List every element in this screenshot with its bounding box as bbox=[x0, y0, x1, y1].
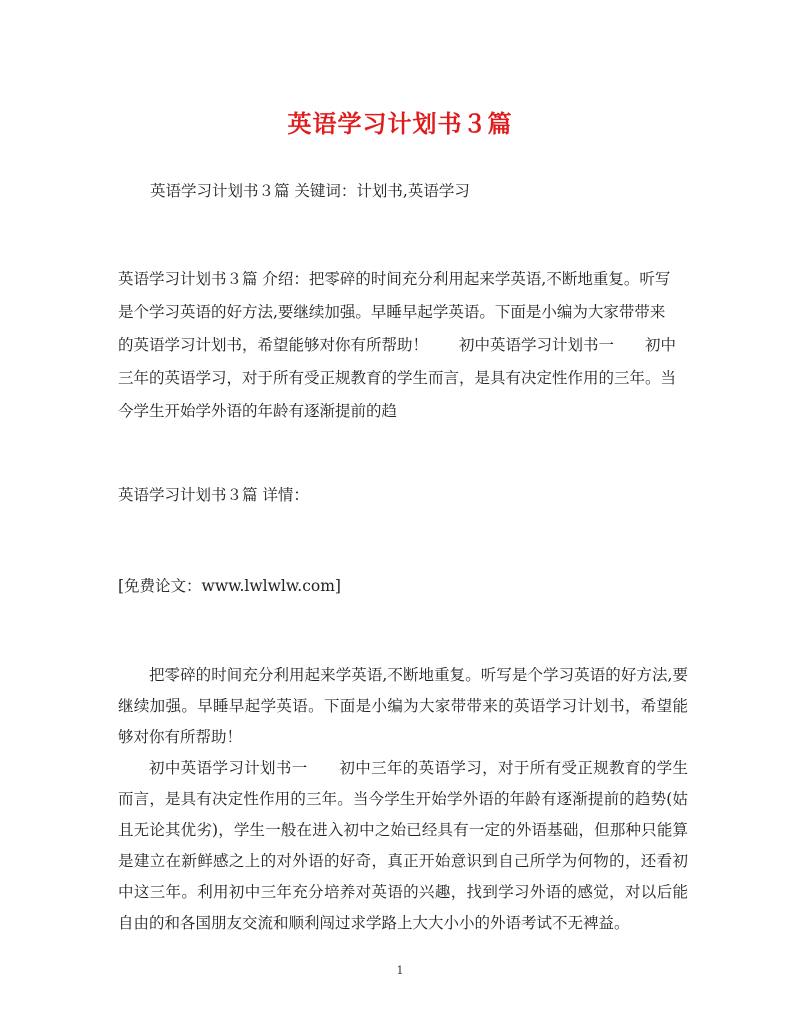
intro-line: 的英语学习计划书，希望能够对你有所帮助！ 初中英语学习计划书一 初中 bbox=[118, 336, 677, 354]
intro-line: 今学生开始学外语的年龄有逐渐提前的趋 bbox=[118, 402, 398, 420]
body-paragraph: 初中英语学习计划书一 初中三年的英语学习，对于所有受正规教育的学生而言，是具有决定性作用的三年。当今学生开始学外语的年龄有逐渐提前的趋势(姑且无论其优劣)，学生一般在进入初中之始已经具有一定的外语基础，但那种只能算是建立在新鲜感之上的对外语的好奇，真正开始意识到自己所学为何物的，还看初中这三年。利用初中三年充分培养对英语的兴趣，找到学习外语的感觉，对以后能自由的和各国朋友交流和顺利闯过求学路上大大小小的外语考试不无裨益。 bbox=[118, 759, 688, 932]
intro-line: 是个学习英语的好方法,要继续加强。早睡早起学英语。下面是小编为大家带带来 bbox=[118, 303, 666, 321]
document-title: 英语学习计划书３篇 bbox=[287, 109, 513, 138]
page-number: 1 bbox=[396, 964, 404, 977]
source-line: [免费论文：www.lwlwlw.com] bbox=[118, 577, 341, 595]
intro-line: 三年的英语学习，对于所有受正规教育的学生而言，是具有决定性作用的三年。当 bbox=[118, 369, 677, 387]
keywords-line: 英语学习计划书３篇 关键词：计划书,英语学习 bbox=[150, 182, 470, 200]
details-line: 英语学习计划书３篇 详情： bbox=[118, 486, 309, 504]
intro-line: 英语学习计划书３篇 介绍：把零碎的时间充分利用起来学英语,不断地重复。听写 bbox=[118, 270, 671, 288]
body-paragraph: 把零碎的时间充分利用起来学英语,不断地重复。听写是个学习英语的好方法,要继续加强。早睡早起学英语。下面是小编为大家带带来的英语学习计划书，希望能够对你有所帮助！ bbox=[118, 666, 688, 746]
